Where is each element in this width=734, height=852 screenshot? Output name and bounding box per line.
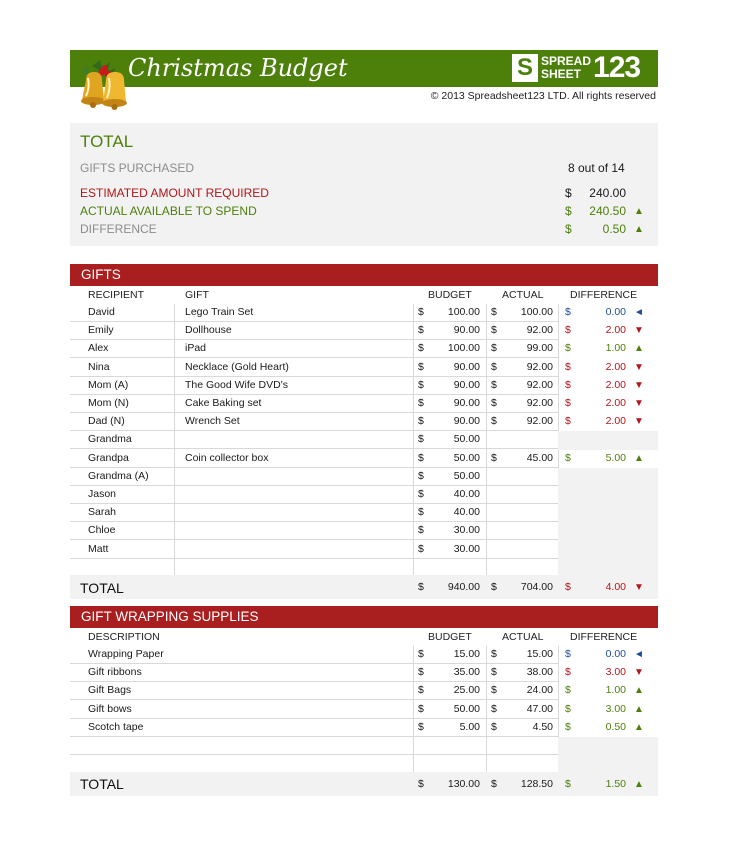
difference-arrow-icon: ▼ [634, 361, 644, 373]
total-actual-currency: $ [491, 778, 497, 790]
budget-currency: $ [418, 666, 424, 679]
difference-currency: $ [565, 306, 571, 318]
table-row [70, 377, 644, 395]
actual-cell: 92.00 [526, 397, 553, 409]
gift-cell: Dollhouse [185, 324, 232, 337]
budget-cell: 90.00 [453, 378, 480, 391]
actual-currency: $ [491, 666, 497, 679]
actual-currency: $ [565, 204, 572, 218]
logo-s-mark: S [512, 54, 538, 82]
difference-currency: $ [565, 684, 571, 697]
table-row [70, 522, 558, 540]
actual-cell: 4.50 [532, 720, 553, 733]
difference-empty-area [558, 737, 658, 755]
budget-currency: $ [418, 469, 424, 482]
budget-cell: 90.00 [453, 415, 480, 428]
actual-currency: $ [491, 702, 497, 715]
budget-cell: 90.00 [453, 397, 480, 409]
difference-arrow-icon: ▲ [634, 452, 644, 464]
table-row [70, 486, 558, 504]
gift-cell: The Good Wife DVD's [185, 378, 288, 391]
table-row [70, 304, 644, 322]
difference-currency: $ [565, 702, 571, 715]
logo-word-top: SPREAD [541, 54, 592, 68]
table-row [70, 431, 558, 449]
budget-currency: $ [418, 342, 424, 355]
recipient-cell: Grandpa [88, 451, 129, 464]
recipient-cell: Mom (N) [88, 397, 129, 409]
recipient-cell: Jason [88, 488, 117, 500]
recipient-cell: Chloe [88, 524, 116, 537]
gift-cell: Coin collector box [185, 451, 269, 464]
difference-value: 0.50 [602, 222, 626, 236]
budget-cell: 40.00 [453, 506, 480, 519]
total-difference-currency: $ [565, 581, 571, 593]
actual-available-label: ACTUAL AVAILABLE TO SPEND [80, 204, 257, 218]
difference-arrow-icon: ▼ [634, 379, 644, 391]
difference-cell: 2.00 [605, 324, 626, 337]
recipient-cell: Sarah [88, 506, 117, 519]
total-difference-arrow-icon: ▲ [634, 779, 644, 790]
actual-cell: 92.00 [526, 378, 553, 391]
budget-currency: $ [418, 524, 424, 537]
table-row [70, 468, 558, 486]
table-row [70, 359, 644, 377]
recipient-cell: Matt [88, 542, 109, 555]
difference-arrow-icon: ▼ [634, 416, 644, 428]
budget-currency: $ [418, 488, 424, 500]
recipient-cell: Grandma (A) [88, 469, 149, 482]
budget-cell: 5.00 [459, 720, 480, 733]
table-row [70, 541, 558, 559]
estimated-amount-label: ESTIMATED AMOUNT REQUIRED [80, 186, 269, 200]
actual-currency: $ [491, 306, 497, 318]
table-row [70, 340, 644, 358]
gift-cell: Cake Baking set [185, 397, 262, 409]
table-row [70, 664, 644, 682]
difference-empty-area [558, 522, 658, 540]
actual-currency: $ [491, 648, 497, 660]
budget-currency: $ [418, 378, 424, 391]
difference-currency: $ [565, 360, 571, 373]
actual-cell: 92.00 [526, 415, 553, 428]
difference-empty-area [558, 468, 658, 486]
description-cell: Scotch tape [88, 720, 144, 733]
copyright-text: © 2013 Spreadsheet123 LTD. All rights reserved [430, 90, 656, 102]
difference-currency: $ [565, 720, 571, 733]
estimated-currency: $ [565, 186, 572, 200]
difference-arrow-icon: ◄ [634, 307, 644, 318]
budget-cell: 100.00 [447, 306, 480, 318]
difference-cell: 1.00 [605, 342, 626, 355]
logo-number: 123 [593, 51, 641, 84]
actual-cell: 100.00 [520, 306, 553, 318]
recipient-cell: Dad (N) [88, 415, 125, 428]
total-budget: 940.00 [447, 581, 480, 593]
difference-empty-area [558, 486, 658, 504]
budget-currency: $ [418, 397, 424, 409]
actual-currency: $ [491, 342, 497, 355]
recipient-cell: Mom (A) [88, 378, 129, 391]
gift-cell: Necklace (Gold Heart) [185, 360, 289, 373]
gifts-purchased-value: 8 out of 14 [568, 161, 625, 175]
description-cell: Gift Bags [88, 684, 132, 697]
table-row [70, 322, 644, 340]
description-cell: Gift ribbons [88, 666, 142, 679]
wrapping-total-label: TOTAL [80, 776, 124, 792]
gifts-total-label: TOTAL [80, 580, 124, 596]
actual-cell: 47.00 [526, 702, 553, 715]
table-row [70, 395, 644, 413]
budget-cell: 35.00 [453, 666, 480, 679]
difference-empty-area [558, 541, 658, 559]
budget-currency: $ [418, 702, 424, 715]
recipient-cell: David [88, 306, 115, 318]
logo-word-bottom: SHEET [541, 67, 582, 81]
total-budget-currency: $ [418, 581, 424, 593]
total-actual: 128.50 [520, 778, 553, 790]
total-actual: 704.00 [520, 581, 553, 593]
table-row [70, 701, 644, 719]
actual-cell: 99.00 [526, 342, 553, 355]
actual-currency: $ [491, 397, 497, 409]
gifts-purchased-label: GIFTS PURCHASED [80, 161, 195, 175]
difference-cell: 0.50 [605, 720, 626, 733]
difference-currency: $ [565, 342, 571, 355]
difference-empty-area [558, 431, 658, 449]
actual-currency: $ [491, 415, 497, 428]
total-difference: 1.50 [605, 778, 626, 790]
table-row [70, 755, 558, 773]
difference-empty-area [558, 504, 658, 522]
col-difference: DIFFERENCE [570, 631, 638, 643]
budget-cell: 50.00 [453, 702, 480, 715]
actual-cell: 15.00 [526, 648, 553, 660]
budget-cell: 30.00 [453, 524, 480, 537]
col-difference: DIFFERENCE [570, 289, 638, 301]
budget-currency: $ [418, 542, 424, 555]
difference-cell: 2.00 [605, 415, 626, 428]
budget-currency: $ [418, 324, 424, 337]
actual-currency: $ [491, 360, 497, 373]
budget-cell: 50.00 [453, 433, 480, 446]
table-row [70, 504, 558, 522]
budget-cell: 100.00 [447, 342, 480, 355]
difference-cell: 5.00 [605, 451, 626, 464]
difference-arrow-icon: ▼ [634, 398, 644, 409]
actual-currency: $ [491, 720, 497, 733]
summary-title: TOTAL [80, 132, 134, 151]
page-title: Christmas Budget [128, 54, 348, 82]
logo-words [541, 55, 591, 81]
difference-cell: 2.00 [605, 397, 626, 409]
budget-cell: 90.00 [453, 324, 480, 337]
difference-currency: $ [565, 324, 571, 337]
difference-label: DIFFERENCE [80, 222, 157, 236]
col-recipient: RECIPIENT [88, 289, 145, 301]
difference-currency: $ [565, 666, 571, 679]
difference-currency: $ [565, 648, 571, 660]
total-budget: 130.00 [447, 778, 480, 790]
difference-arrow-icon: ▲ [634, 721, 644, 733]
budget-currency: $ [418, 684, 424, 697]
budget-currency: $ [418, 451, 424, 464]
total-difference-arrow-icon: ▼ [634, 582, 644, 593]
actual-currency: $ [491, 324, 497, 337]
recipient-cell: Nina [88, 360, 110, 373]
budget-currency: $ [418, 506, 424, 519]
table-row [70, 646, 644, 664]
difference-cell: 3.00 [605, 702, 626, 715]
budget-cell: 25.00 [453, 684, 480, 697]
table-row [70, 719, 644, 737]
budget-cell: 15.00 [453, 648, 480, 660]
difference-cell: 2.00 [605, 360, 626, 373]
gift-cell: Lego Train Set [185, 306, 254, 318]
up-arrow-icon: ▲ [634, 206, 644, 217]
col-actual: ACTUAL [502, 289, 544, 301]
col-budget: BUDGET [428, 631, 472, 643]
col-budget: BUDGET [428, 289, 472, 301]
difference-currency: $ [565, 415, 571, 428]
total-actual-currency: $ [491, 581, 497, 593]
difference-cell: 2.00 [605, 378, 626, 391]
difference-arrow-icon: ▲ [634, 703, 644, 715]
budget-currency: $ [418, 720, 424, 733]
total-difference-currency: $ [565, 778, 571, 790]
difference-currency: $ [565, 397, 571, 409]
table-row [70, 450, 644, 468]
recipient-cell: Emily [88, 324, 114, 337]
actual-currency: $ [491, 684, 497, 697]
difference-cell: 0.00 [605, 648, 626, 660]
table-row [70, 682, 644, 700]
actual-currency: $ [491, 451, 497, 464]
actual-cell: 24.00 [526, 684, 553, 697]
table-row [70, 413, 644, 431]
col-description: DESCRIPTION [88, 631, 160, 643]
budget-cell: 90.00 [453, 360, 480, 373]
difference-cell: 3.00 [605, 666, 626, 679]
estimated-amount-value: 240.00 [589, 186, 626, 200]
actual-currency: $ [491, 378, 497, 391]
budget-cell: 50.00 [453, 469, 480, 482]
budget-currency: $ [418, 648, 424, 660]
difference-currency: $ [565, 451, 571, 464]
recipient-cell: Grandma [88, 433, 132, 446]
description-cell: Gift bows [88, 702, 132, 715]
total-difference: 4.00 [605, 581, 626, 593]
budget-cell: 40.00 [453, 488, 480, 500]
budget-cell: 30.00 [453, 542, 480, 555]
col-actual: ACTUAL [502, 631, 544, 643]
budget-currency: $ [418, 360, 424, 373]
wrapping-section-header: GIFT WRAPPING SUPPLIES [70, 606, 658, 628]
recipient-cell: Alex [88, 342, 109, 355]
actual-cell: 38.00 [526, 666, 553, 679]
actual-cell: 92.00 [526, 360, 553, 373]
difference-cell: 0.00 [605, 306, 626, 318]
difference-arrow-icon: ▲ [634, 343, 644, 355]
gift-cell: iPad [185, 342, 207, 355]
budget-currency: $ [418, 306, 424, 318]
budget-currency: $ [418, 415, 424, 428]
up-arrow-icon: ▲ [634, 224, 644, 235]
actual-cell: 92.00 [526, 324, 553, 337]
difference-currency: $ [565, 222, 572, 236]
difference-arrow-icon: ▲ [634, 685, 644, 697]
budget-cell: 50.00 [453, 451, 480, 464]
budget-currency: $ [418, 433, 424, 446]
difference-arrow-icon: ▼ [634, 325, 644, 337]
difference-currency: $ [565, 378, 571, 391]
difference-arrow-icon: ◄ [634, 649, 644, 660]
table-row [70, 737, 558, 755]
spreadsheet123-logo [512, 53, 640, 83]
actual-available-value: 240.50 [589, 204, 626, 218]
gift-cell: Wrench Set [185, 415, 240, 428]
col-gift: GIFT [185, 289, 209, 301]
actual-cell: 45.00 [526, 451, 553, 464]
difference-arrow-icon: ▼ [634, 667, 644, 679]
total-budget-currency: $ [418, 778, 424, 790]
description-cell: Wrapping Paper [88, 648, 164, 660]
gifts-section-header: GIFTS [70, 264, 658, 286]
difference-empty-area [558, 755, 658, 773]
difference-cell: 1.00 [605, 684, 626, 697]
